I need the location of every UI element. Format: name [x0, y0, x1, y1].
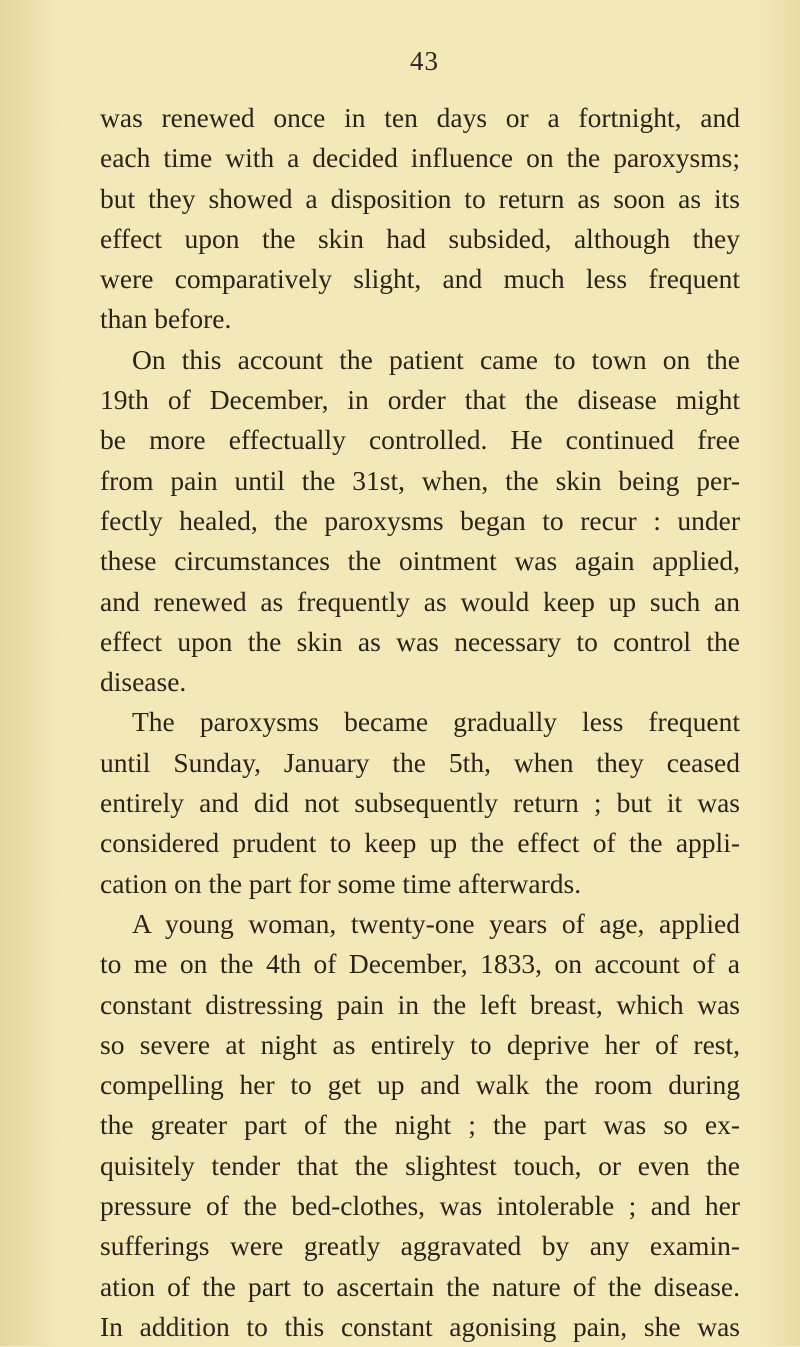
paragraph	[100, 702, 740, 903]
page-number: 43	[410, 46, 439, 76]
text-line: The paroxysms became gradually less frequent	[132, 706, 740, 738]
text-line: each time with a decided influence on the paroxysms;	[100, 142, 740, 174]
paragraph	[100, 904, 740, 1347]
text-line: until Sunday, January the 5th, when they ceased	[100, 746, 740, 778]
text-line: A young woman, twenty-one years of age, applied	[132, 907, 740, 939]
paragraph	[100, 340, 740, 703]
text-line: and renewed as frequently as would keep up such an	[100, 585, 740, 617]
text-line: to me on the 4th of December, 1833, on account of a	[100, 948, 740, 980]
text-line: cation on the part for some time afterwards.	[100, 867, 582, 899]
text-line: considered prudent to keep up the effect of the appli-	[100, 827, 740, 859]
text-line: quisitely tender that the slightest touch, or even the	[100, 1149, 740, 1181]
text-line: pressure of the bed-clothes, was intolerable ; and her	[100, 1190, 740, 1222]
text-line: fectly healed, the paroxysms began to recur : under	[100, 504, 740, 536]
text-line: In addition to this constant agonising pain, she was	[100, 1310, 740, 1342]
text-line: sufferings were greatly aggravated by any examin-	[100, 1230, 740, 1262]
text-line: was renewed once in ten days or a fortnight, and	[100, 102, 740, 133]
text-line: the greater part of the night ; the part was so ex-	[100, 1109, 740, 1141]
text-line: than before.	[100, 303, 232, 335]
text-line: from pain until the 31st, when, the skin being per-	[100, 464, 740, 496]
text-line: On this account the patient came to town on the	[132, 343, 740, 375]
text-line: compelling her to get up and walk the room during	[100, 1069, 740, 1101]
text-line: so severe at night as entirely to deprive her of rest,	[100, 1028, 740, 1060]
text-line: disease.	[100, 666, 187, 698]
text-line: entirely and did not subsequently return ; but it was	[100, 787, 740, 819]
paragraph	[100, 98, 740, 340]
text-line: ation of the part to ascertain the nature of the disease.	[100, 1270, 740, 1302]
text-line: constant distressing pain in the left breast, which was	[100, 988, 740, 1020]
text-line: 19th of December, in order that the disease might	[100, 384, 740, 416]
text-line: effect upon the skin had subsided, although they	[100, 222, 740, 254]
body-text	[100, 98, 740, 1347]
text-line: these circumstances the ointment was again applied,	[100, 545, 740, 577]
text-line: effect upon the skin as was necessary to control the	[100, 625, 740, 657]
text-line: but they showed a disposition to return as soon as its	[100, 182, 740, 214]
text-line: were comparatively slight, and much less frequent	[100, 263, 740, 295]
text-line: be more effectually controlled. He continued free	[100, 424, 740, 456]
